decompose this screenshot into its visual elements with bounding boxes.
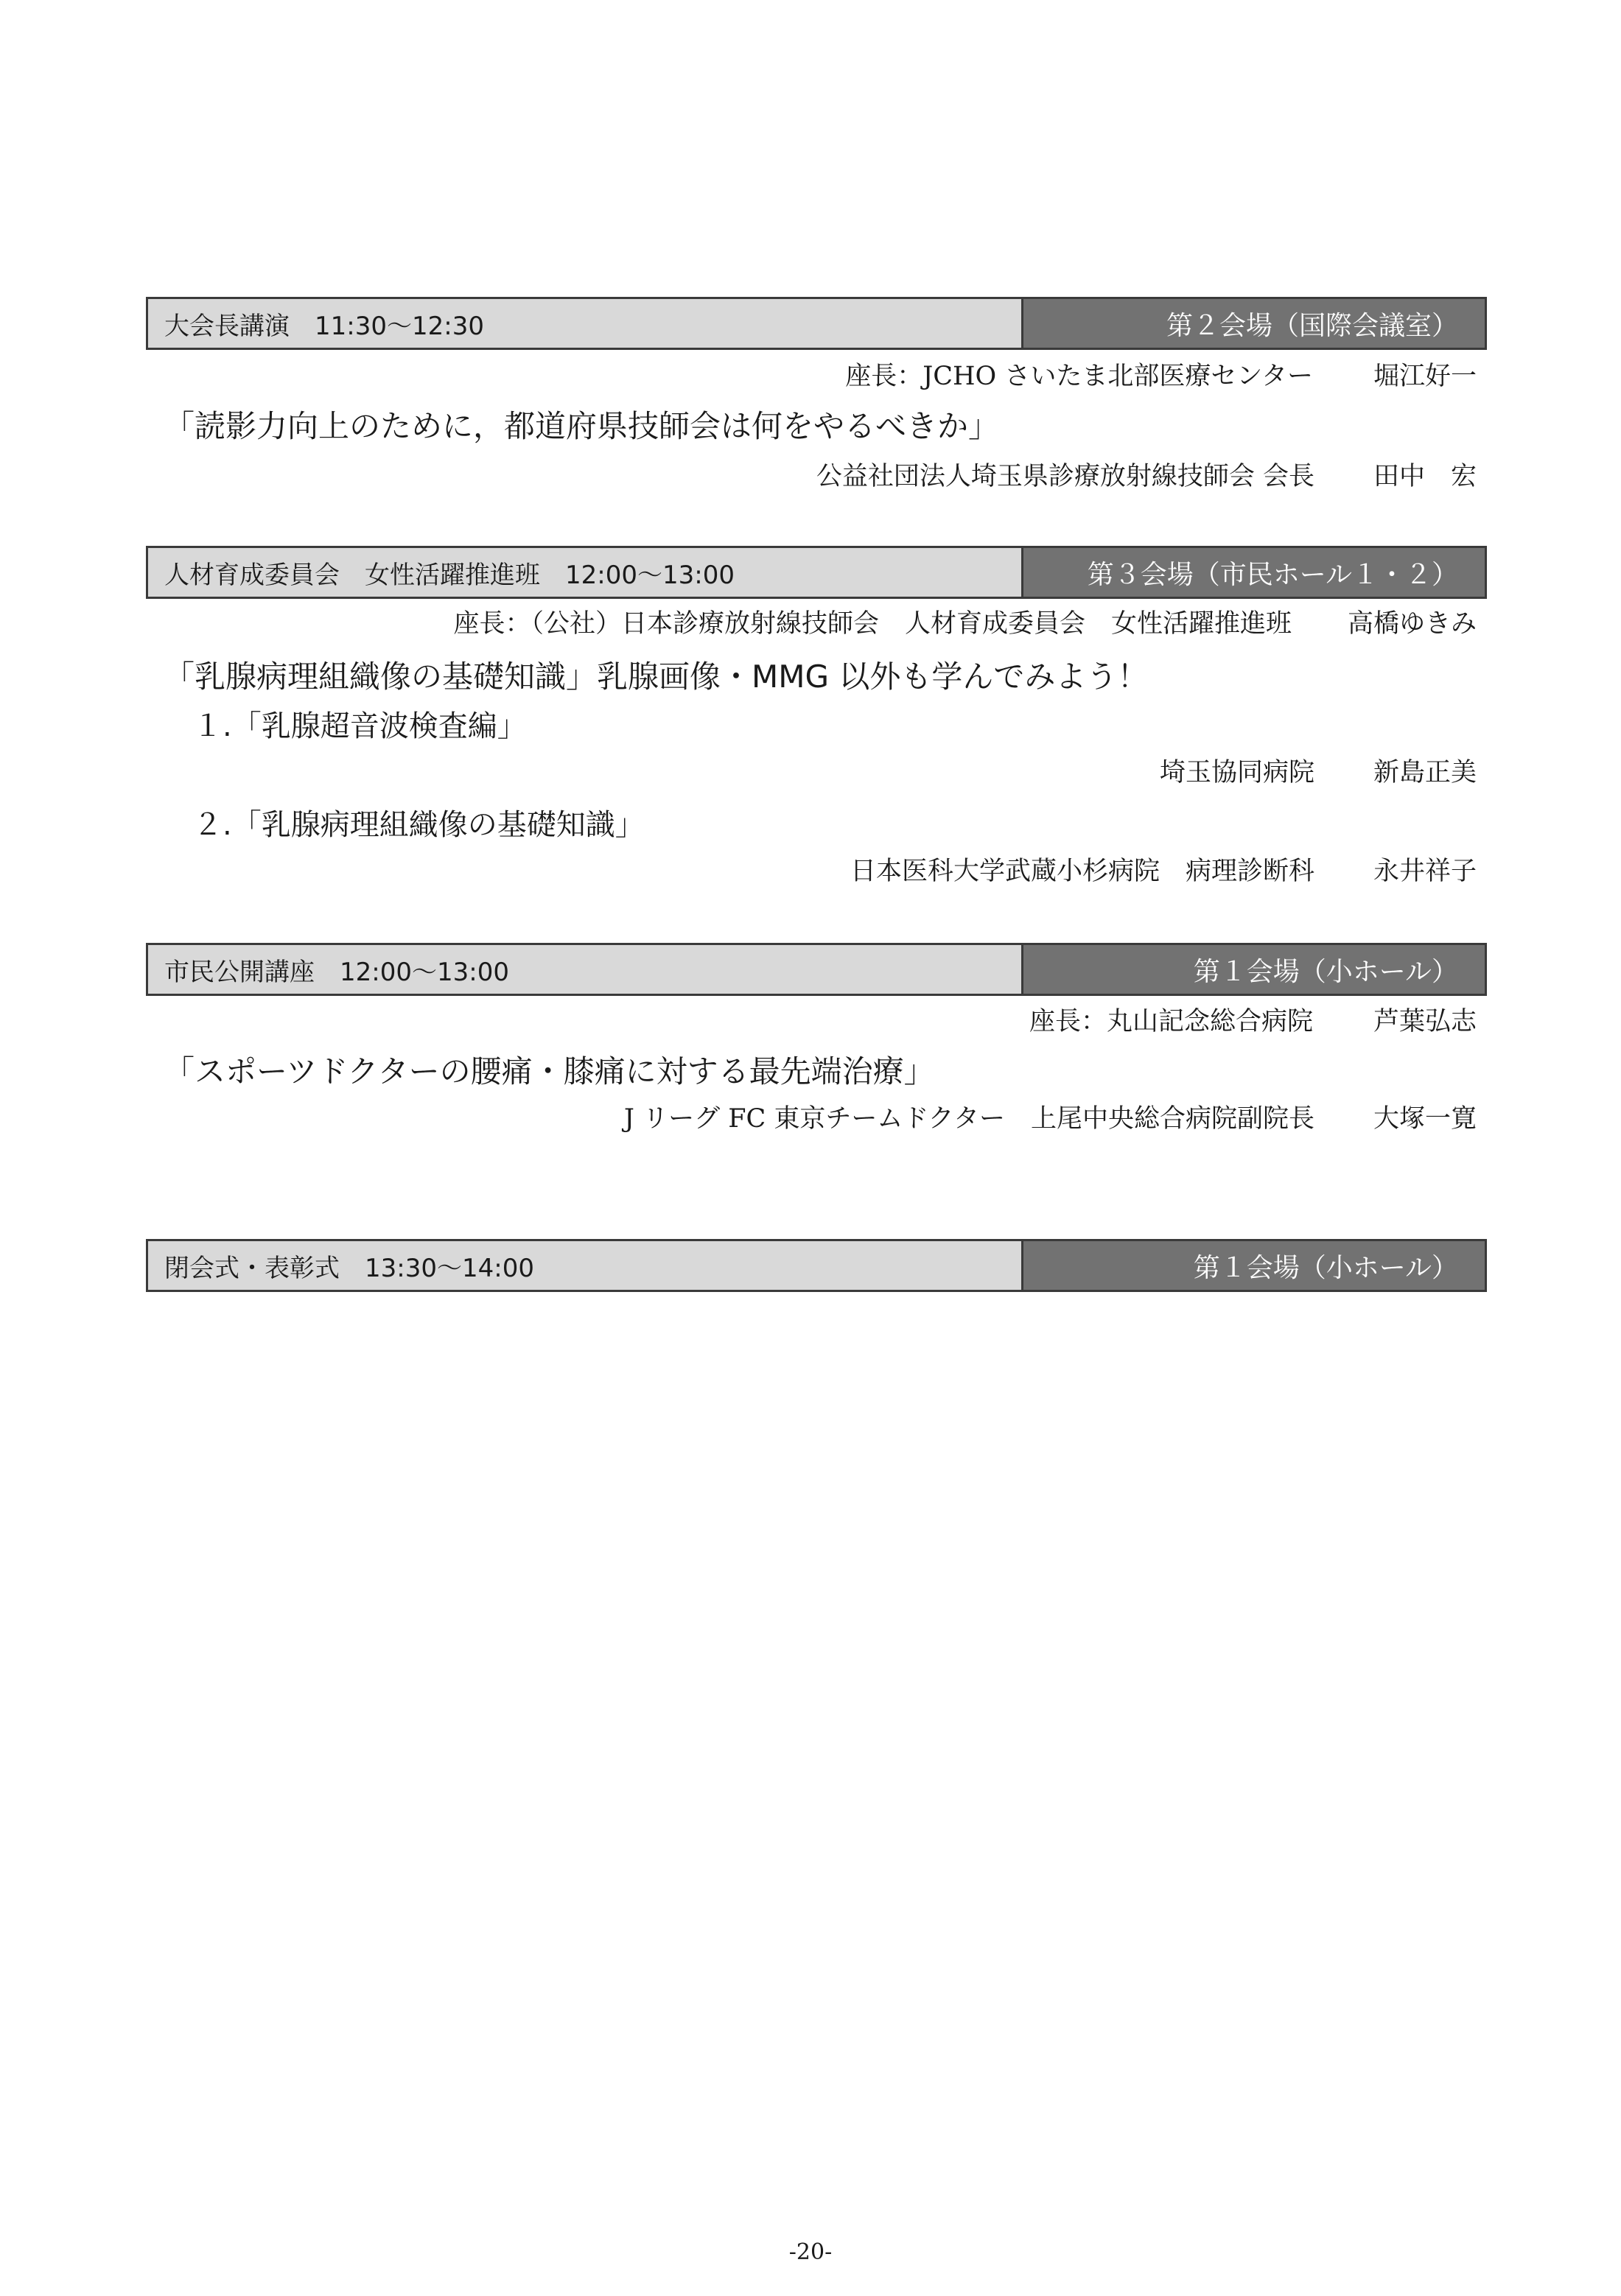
session-header-public-lecture <box>146 943 1487 996</box>
session-venue: 第１会場（小ホール） <box>1023 1241 1485 1290</box>
session-title-time: 市民公開講座 12:00〜13:00 <box>148 945 1023 994</box>
chair-name: 堀江好一 <box>1373 362 1477 391</box>
speaker-affiliation: 公益社団法人埼玉県診療放射線技師会 会長 <box>816 462 1314 491</box>
session-header-hr-committee <box>146 546 1487 599</box>
speaker-affiliation: J リーグ FC 東京チームドクター 上尾中央総合病院副院長 <box>623 1104 1314 1134</box>
lecture-title: 「スポーツドクターの腰痛・膝痛に対する最先端治療」 <box>164 1053 935 1089</box>
chair-line <box>453 611 1477 637</box>
session-title-time: 人材育成委員会 女性活躍推進班 12:00〜13:00 <box>148 548 1023 597</box>
session-venue: 第２会場（国際会議室） <box>1023 299 1485 348</box>
speaker-name: 新島正美 <box>1373 758 1477 787</box>
speaker-line <box>850 859 1477 885</box>
speaker-line <box>816 464 1477 490</box>
chair-label: 座長：（公社）日本診療放射線技師会 人材育成委員会 女性活躍推進班 <box>453 609 1292 639</box>
speaker-name: 大塚一寛 <box>1373 1104 1477 1134</box>
speaker-name: 永井祥子 <box>1373 857 1477 886</box>
chair-line <box>1029 1009 1477 1035</box>
speaker-affiliation: 埼玉協同病院 <box>1159 758 1314 787</box>
speaker-line <box>624 1106 1477 1132</box>
chair-name: 芦葉弘志 <box>1373 1007 1477 1036</box>
sub-lecture-title-2: ２.「乳腺病理組織像の基礎知識」 <box>193 808 645 842</box>
lecture-title: 「読影力向上のために，都道府県技師会は何をやるべきか」 <box>164 408 1000 444</box>
page-number: -20- <box>788 2239 833 2265</box>
sub-lecture-title-1: １.「乳腺超音波検査編」 <box>193 709 527 743</box>
session-header-closing-ceremony <box>146 1239 1487 1292</box>
chair-line <box>845 364 1477 390</box>
session-title-time: 大会長講演 11:30〜12:30 <box>148 299 1023 348</box>
speaker-name: 田中 宏 <box>1373 462 1477 491</box>
speaker-line <box>1160 760 1477 786</box>
chair-label: 座長：JCHO さいたま北部医療センター <box>845 362 1313 391</box>
session-title-time: 閉会式・表彰式 13:30〜14:00 <box>148 1241 1023 1290</box>
lecture-title: 「乳腺病理組織像の基礎知識」乳腺画像・MMG 以外も学んでみよう！ <box>164 659 1149 695</box>
session-header-presidential-lecture <box>146 297 1487 350</box>
session-venue: 第１会場（小ホール） <box>1023 945 1485 994</box>
session-venue: 第３会場（市民ホール１・２） <box>1023 548 1485 597</box>
chair-label: 座長：丸山記念総合病院 <box>1029 1007 1313 1036</box>
speaker-affiliation: 日本医科大学武蔵小杉病院 病理診断科 <box>850 857 1314 886</box>
chair-name: 高橋ゆきみ <box>1347 609 1477 639</box>
